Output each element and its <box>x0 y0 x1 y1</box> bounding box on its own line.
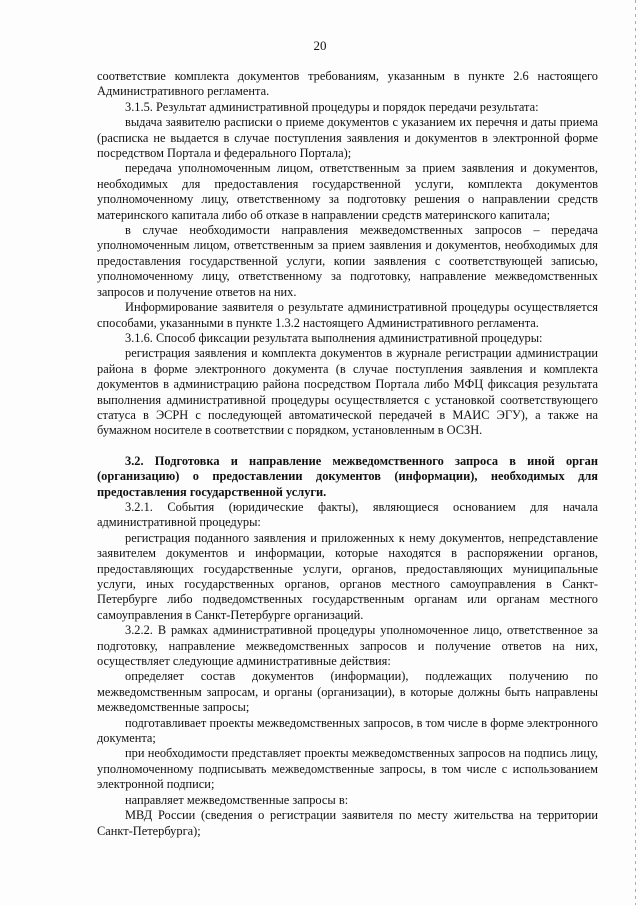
paragraph-registration-submitted: регистрация поданного заявления и приложенных к нему документов, непредставление заявителем документов и информации, которые находятся в распоряжении органов, предоставляющих государственные услуги, органов, предоставляющих муниципальные услуги, иных государственных органов, органов местного самоуправления в Санкт-Петербурге либо подведомственных государственным органам или органам местного самоуправления в Санкт-Петербурге организаций. <box>97 530 598 622</box>
paragraph-submits-for-signature: при необходимости представляет проекты межведомственных запросов на подпись лицу, уполномоченному подписывать межведомственные запросы, в том числе с использованием электронной подписи; <box>97 746 598 792</box>
section-heading-3-2: 3.2. Подготовка и направление межведомственного запроса в иной орган (организацию) о предоставлении документов (информации), необходимых для предоставления государственной услуги. <box>97 453 598 499</box>
paragraph-determines: определяет состав документов (информации), подлежащих получению по межведомственным запросам, и органы (организации), в которые должны быть направлены межведомственные запросы; <box>97 669 598 715</box>
paragraph-receipt: выдача заявителю расписки о приеме документов с указанием их перечня и даты приема (расписка не выдается в случае поступления заявления и документов в электронной форме посредством Портала и федерального Портала); <box>97 115 598 161</box>
paragraph-3-1-5: 3.1.5. Результат административной процедуры и порядок передачи результата: <box>125 99 539 114</box>
paragraph-mvd: МВД России (сведения о регистрации заявителя по месту жительства на территории Санкт-Петербурга); <box>97 808 598 838</box>
paragraph-3-2-2: 3.2.2. В рамках административной процедуры уполномоченное лицо, ответственное за подготовку, направление межведомственных запросов и получение ответов на них, осуществляет следующие административные действия: <box>97 623 598 669</box>
paragraph-3-2-1: 3.2.1. События (юридические факты), являющиеся основанием для начала административной процедуры: <box>97 499 598 530</box>
page-number: 20 <box>313 38 327 53</box>
paragraph-informing: Информирование заявителя о результате административной процедуры осуществляется способами, указанными в пункте 1.3.2 настоящего Административного регламента. <box>97 300 598 330</box>
paragraph-continuation: соответствие комплекта документов требованиям, указанным в пункте 2.6 настоящего Административного регламента. <box>97 69 598 99</box>
paragraph-interagency-case: в случае необходимости направления межведомственных запросов – передача уполномоченным лицом, ответственным за прием заявления и документов, необходимых для предоставления государственной услуги, копии заявления с соответствующей записью, уполномоченному лицу, ответственному за подготовку, направление межведомственных запросов и получение ответов на них. <box>97 223 598 299</box>
paragraph-registration: регистрация заявления и комплекта документов в журнале регистрации администрации района в форме электронного документа (в случае поступления заявления и комплекта документов в администрацию района посредством Портала либо МФЦ фиксация результата выполнения административной процедуры осуществляется с установкой соответствующего статуса в ЭСРН с последующей автоматической передачей в МАИС ЭГУ), а также на бумажном носителе в соответствии с порядком, установленным в ОСЗН. <box>97 346 598 438</box>
document-body <box>97 69 598 839</box>
paragraph-prepares: подготавливает проекты межведомственных запросов, в том числе в форме электронного документа; <box>97 715 598 746</box>
paragraph-transfer: передача уполномоченным лицом, ответственным за прием заявления и документов, необходимых для предоставления государственной услуги, комплекта документов уполномоченному лицу, ответственному за подготовку решения о направлении средств материнского капитала либо об отказе в направлении средств материнского капитала; <box>97 161 598 222</box>
paragraph-sends-requests: направляет межведомственные запросы в: <box>125 792 349 807</box>
page-edge-mark <box>635 0 636 905</box>
paragraph-3-1-6: 3.1.6. Способ фиксации результата выполнения административной процедуры: <box>125 330 543 345</box>
